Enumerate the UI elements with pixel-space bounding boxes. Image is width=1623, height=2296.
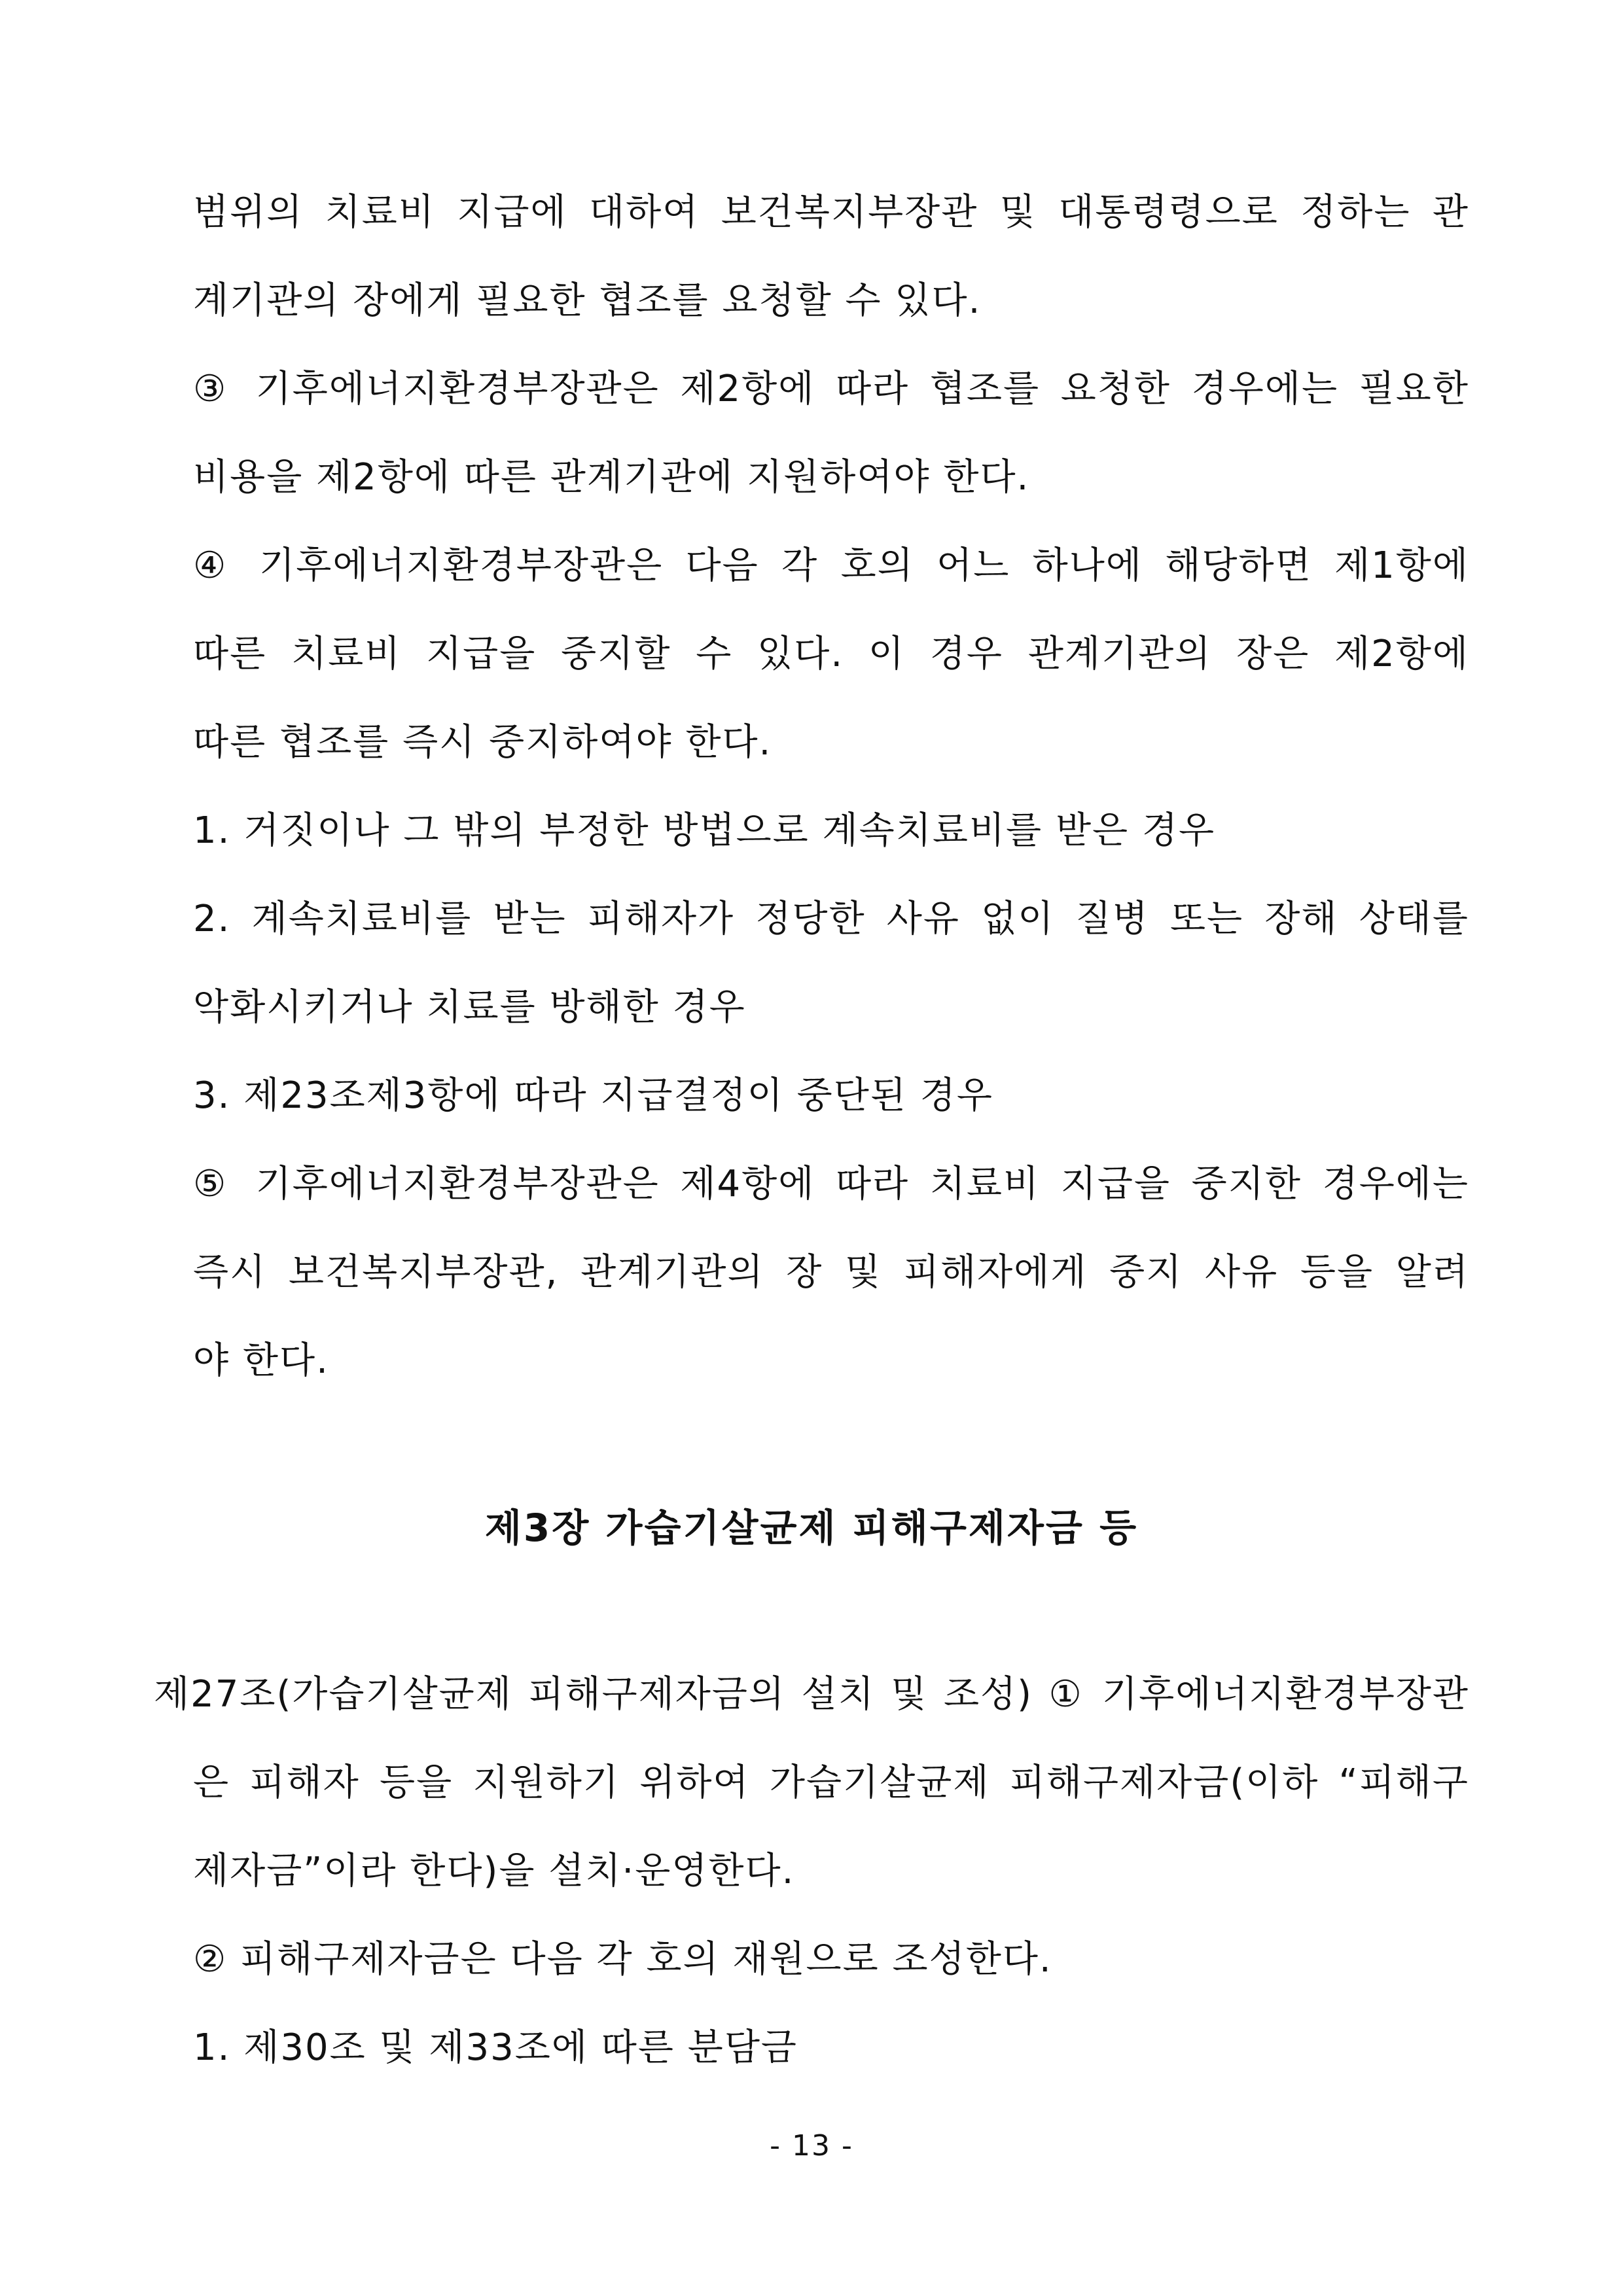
text-line: 은 피해자 등을 지원하기 위하여 가습기살균제 피해구제자금(이하 “피해구	[193, 1761, 1469, 1804]
text-line: 비용을 제2항에 따른 관계기관에 지원하여야 한다.	[193, 456, 1030, 499]
text-line: 따른 치료비 지급을 중지할 수 있다. 이 경우 관계기관의 장은 제2항에	[193, 633, 1469, 675]
article-title-line: 제27조(가습기살균제 피해구제자금의 설치 및 조성) ① 기후에너지환경부장관	[154, 1673, 1469, 1716]
list-item: 2. 계속치료비를 받는 피해자가 정당한 사유 없이 질병 또는 장해 상태를	[193, 898, 1469, 940]
page-number: - 13 -	[770, 2129, 853, 2163]
text-line: ⑤ 기후에너지환경부장관은 제4항에 따라 치료비 지급을 중지한 경우에는	[193, 1163, 1469, 1205]
text-line: 즉시 보건복지부장관, 관계기관의 장 및 피해자에게 중지 사유 등을 알려	[193, 1251, 1469, 1294]
text-line: 계기관의 장에게 필요한 협조를 요청할 수 있다.	[193, 279, 982, 322]
text-line: ③ 기후에너지환경부장관은 제2항에 따라 협조를 요청한 경우에는 필요한	[193, 368, 1469, 410]
list-item-continuation: 악화시키거나 치료를 방해한 경우	[193, 986, 746, 1029]
text-line: 따른 협조를 즉시 중지하여야 한다.	[193, 721, 772, 764]
chapter-heading: 제3장 가습기살균제 피해구제자금 등	[484, 1506, 1139, 1550]
text-line: 범위의 치료비 지급에 대하여 보건복지부장관 및 대통령령으로 정하는 관	[193, 191, 1469, 234]
text-line: ④ 기후에너지환경부장관은 다음 각 호의 어느 하나에 해당하면 제1항에	[193, 544, 1469, 587]
list-item: 3. 제23조제3항에 따라 지급결정이 중단된 경우	[193, 1074, 993, 1117]
text-line: 제자금”이라 한다)을 설치·운영한다.	[193, 1850, 795, 1892]
list-item: 1. 제30조 및 제33조에 따른 분담금	[193, 2026, 798, 2069]
list-item: 1. 거짓이나 그 밖의 부정한 방법으로 계속치료비를 받은 경우	[193, 809, 1216, 852]
text-line: 야 한다.	[193, 1339, 329, 1382]
text-line: ② 피해구제자금은 다음 각 호의 재원으로 조성한다.	[193, 1938, 1052, 1981]
